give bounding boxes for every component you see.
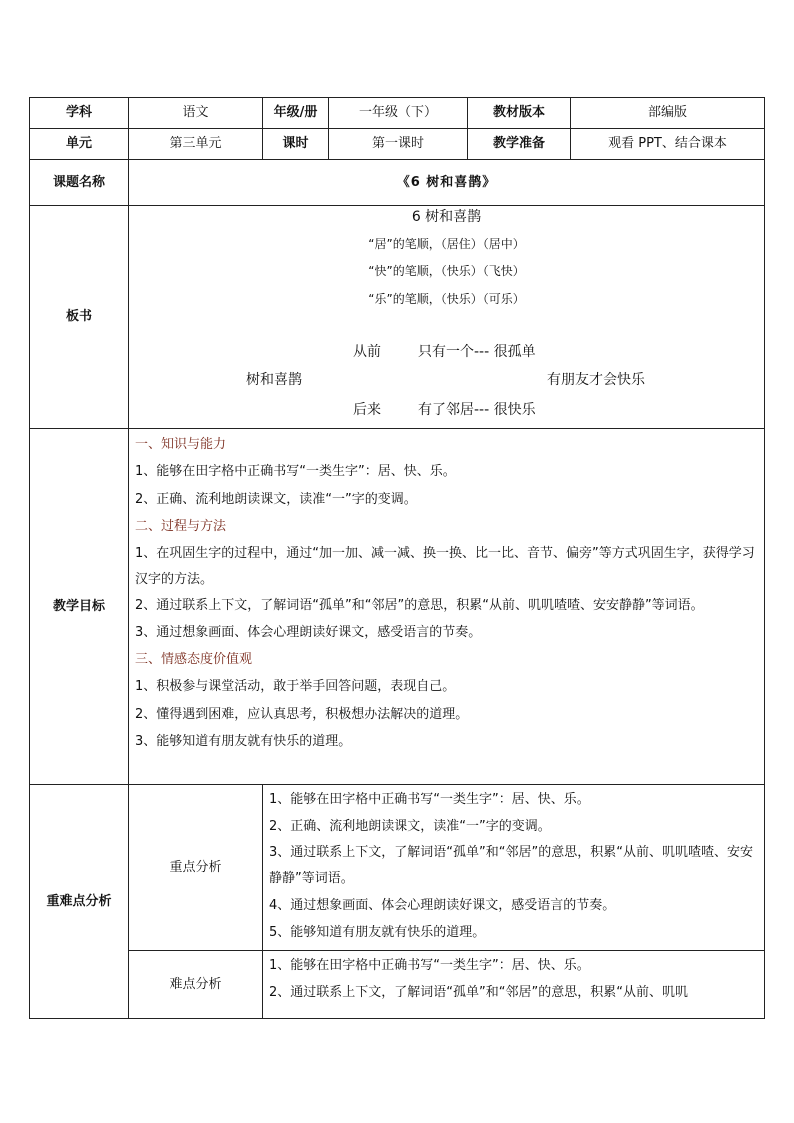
board-title: 6 树和喜鹊 (411, 209, 482, 225)
difficult-points-cell (263, 951, 765, 1019)
objectives-label: 教学目标 (30, 429, 129, 785)
objectives-list (129, 429, 764, 760)
key-point-item: 2、正确、流利地朗读课文，读准“一”字的变调。 (269, 819, 551, 834)
subject-label: 学科 (30, 98, 129, 129)
board-label: 板书 (30, 206, 129, 429)
objectives-row (30, 429, 765, 785)
board-right: 有朋友才会快乐 (547, 372, 645, 388)
objective-item: 3、通过想象画面、体会心理朗读好课文，感受语言的节奏。 (135, 624, 482, 640)
key-points-cell (263, 785, 765, 951)
board-before: 从前 (353, 344, 381, 360)
key-point-item: 1、能够在田字格中正确书写“一类生字”：居、快、乐。 (269, 792, 590, 807)
objective-section-2: 二、过程与方法 (135, 519, 227, 535)
grade-label: 年级/册 (263, 98, 329, 129)
board-left: 树和喜鹊 (246, 372, 302, 388)
board-after-state: 有了邻居--- 很快乐 (418, 402, 536, 418)
prep-label: 教学准备 (468, 129, 571, 160)
objective-item: 1、能够在田字格中正确书写“一类生字”：居、快、乐。 (135, 464, 456, 480)
prep-value: 观看 PPT、结合课本 (571, 129, 765, 160)
key-point-item: 4、通过想象画面、体会心理朗读好课文，感受语言的节奏。 (269, 898, 616, 913)
board-cell (129, 206, 765, 429)
difficult-point-item: 1、能够在田字格中正确书写“一类生字”：居、快、乐。 (269, 958, 590, 973)
board-row (30, 206, 765, 429)
board-writing (129, 206, 764, 427)
board-before-state: 只有一个--- 很孤单 (418, 344, 536, 360)
objective-item: 2、正确、流利地朗读课文，读准“一”字的变调。 (135, 491, 417, 507)
lesson-label: 课时 (263, 129, 329, 160)
objective-section-1: 一、知识与能力 (135, 437, 227, 452)
key-point-item: 3、通过联系上下文，了解词语“孤单”和“邻居”的意思，积累“从前、叽叽喳喳、安安静静”等词语。 (269, 845, 753, 886)
topic-label: 课题名称 (30, 160, 129, 206)
stroke-line-2: “快”的笔顺，（快乐）（飞快） (368, 264, 525, 278)
info-row-2 (30, 129, 765, 160)
objective-item: 3、能够知道有朋友就有快乐的道理。 (135, 734, 352, 750)
stroke-line-1: “居”的笔顺，（居住）（居中） (368, 237, 525, 251)
key-points-list (263, 785, 764, 948)
key-points-row (30, 785, 765, 951)
difficult-point-item: 2、通过联系上下文，了解词语“孤单”和“邻居”的意思，积累“从前、叽叽 (269, 985, 688, 1000)
key-point-item: 5、能够知道有朋友就有快乐的道理。 (269, 925, 486, 940)
lesson-value: 第一课时 (329, 129, 468, 160)
topic-title: 《6 树和喜鹊》 (129, 160, 765, 206)
edition-label: 教材版本 (468, 98, 571, 129)
info-row-1 (30, 98, 765, 129)
unit-label: 单元 (30, 129, 129, 160)
objective-item: 1、积极参与课堂活动，敢于举手回答问题，表现自己。 (135, 679, 456, 695)
lesson-plan-table (29, 97, 765, 1019)
board-after: 后来 (353, 402, 381, 418)
difficult-points-label: 难点分析 (129, 951, 263, 1019)
unit-value: 第三单元 (129, 129, 263, 160)
edition-value: 部编版 (571, 98, 765, 129)
objective-item: 2、懂得遇到困难，应认真思考，积极想办法解决的道理。 (135, 706, 469, 722)
objective-item: 1、在巩固生字的过程中，通过“加一加、减一减、换一换、比一比、音节、偏旁”等方式巩固生字，获得学习汉字的方法。 (135, 545, 755, 587)
key-points-label: 重点分析 (129, 785, 263, 951)
objective-section-3: 三、情感态度价值观 (135, 652, 253, 668)
objective-item: 2、通过联系上下文，了解词语“孤单”和“邻居”的意思，积累“从前、叽叽喳喳、安安静静”等词语。 (135, 597, 704, 613)
grade-value: 一年级（下） (329, 98, 468, 129)
objectives-cell (129, 429, 765, 785)
stroke-line-3: “乐”的笔顺，（快乐）（可乐） (368, 292, 525, 306)
topic-row (30, 160, 765, 206)
difficult-points-list (263, 951, 764, 1008)
subject-value: 语文 (129, 98, 263, 129)
analysis-label: 重难点分析 (30, 785, 129, 1019)
difficult-points-row (30, 951, 765, 1019)
